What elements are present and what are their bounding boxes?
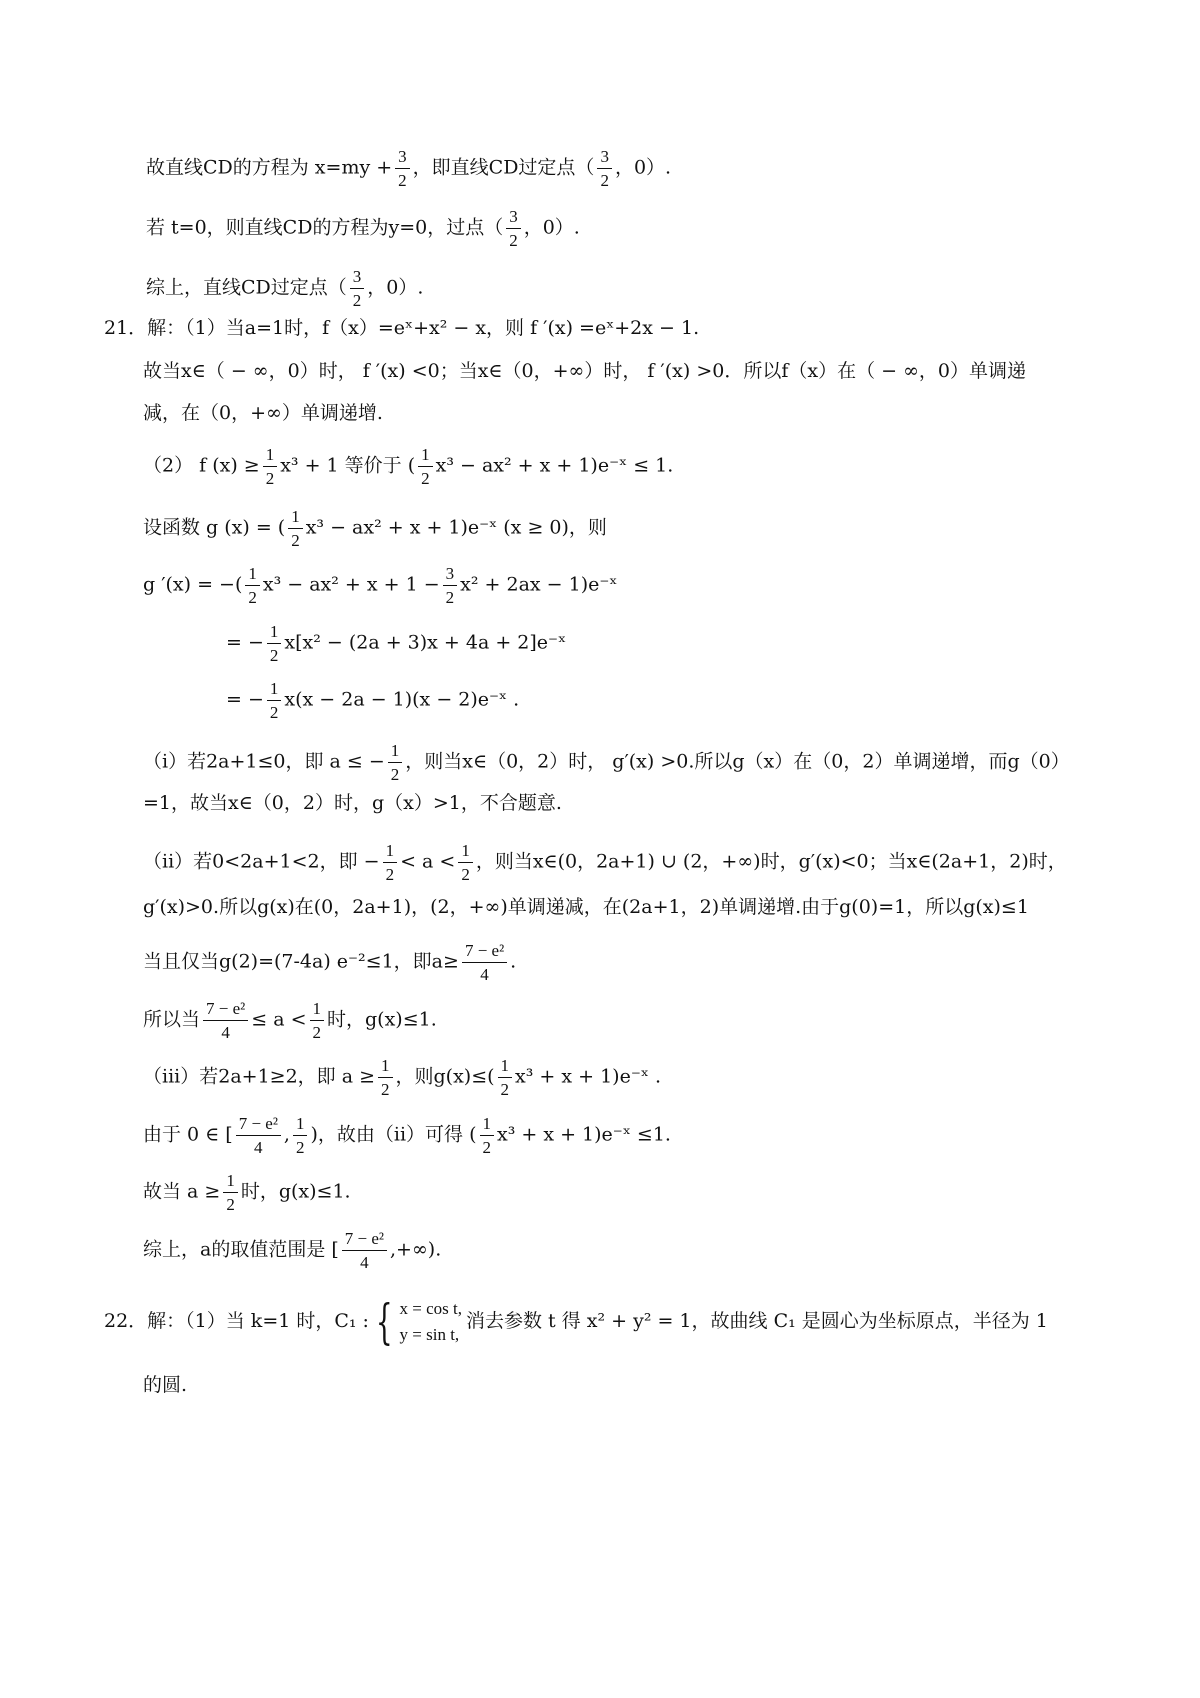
text-line bbox=[143, 565, 617, 606]
fraction bbox=[263, 446, 278, 487]
fraction bbox=[267, 623, 282, 664]
text-run: （iii）若2a+1≥2，即 a ≥ bbox=[143, 1065, 375, 1088]
text-run: 消去参数 t 得 x² + y² = 1，故曲线 C₁ 是圆心为坐标原点，半径为 1 bbox=[466, 1310, 1048, 1332]
equation-row: x = cos t, bbox=[399, 1299, 462, 1318]
denominator: 4 bbox=[254, 1138, 263, 1157]
text-run: ，0）. bbox=[523, 216, 580, 239]
text-run: ,+∞). bbox=[390, 1238, 442, 1261]
text-run: )，故由（ii）可得 ( bbox=[310, 1123, 477, 1146]
denominator: 2 bbox=[390, 765, 400, 784]
text-run: 若 t=0，则直线CD的方程为y=0，过点（ bbox=[146, 216, 504, 239]
fraction bbox=[350, 268, 365, 309]
denominator: 2 bbox=[291, 531, 300, 550]
text-run: < a < bbox=[400, 850, 456, 873]
numerator: 7 − e² bbox=[462, 942, 507, 963]
text-run: = − bbox=[226, 631, 264, 654]
text-line bbox=[143, 1000, 437, 1041]
denominator: 2 bbox=[381, 1080, 390, 1099]
text-run: 设函数 g (x) = ( bbox=[143, 516, 286, 539]
numerator: 1 bbox=[458, 842, 473, 863]
denominator: 2 bbox=[398, 171, 407, 190]
denominator: 2 bbox=[352, 291, 362, 310]
numerator: 3 bbox=[597, 148, 612, 169]
text-line bbox=[143, 404, 383, 423]
numerator: 3 bbox=[506, 208, 521, 229]
denominator: 2 bbox=[385, 865, 395, 884]
text-line bbox=[146, 148, 671, 189]
text-line bbox=[146, 268, 423, 309]
text-run: 综上，直线CD过定点（ bbox=[146, 276, 347, 299]
fraction bbox=[310, 1000, 325, 1041]
equation-row: y = sin t, bbox=[399, 1325, 460, 1344]
fraction bbox=[458, 842, 473, 883]
denominator: 4 bbox=[360, 1253, 369, 1272]
denominator: 2 bbox=[312, 1023, 321, 1042]
text-run: 减，在（0，+∞）单调递增. bbox=[143, 402, 383, 424]
text-line bbox=[143, 842, 1067, 883]
text-line bbox=[143, 898, 1029, 917]
text-run: 故直线CD的方程为 x=my + bbox=[146, 156, 393, 179]
denominator: 2 bbox=[295, 1138, 305, 1157]
numerator: 1 bbox=[480, 1115, 495, 1136]
text-run: x³ + x + 1)e⁻ˣ . bbox=[515, 1065, 661, 1088]
text-run: x³ − ax² + x + 1)e⁻ˣ ≤ 1. bbox=[435, 454, 674, 477]
text-run: 时，g(x)≤1. bbox=[240, 1180, 351, 1203]
numerator: 1 bbox=[245, 565, 260, 586]
equation-system bbox=[400, 1296, 462, 1348]
fraction bbox=[383, 842, 398, 883]
numerator: 7 − e² bbox=[236, 1115, 281, 1136]
numerator: 3 bbox=[443, 565, 458, 586]
text-run: ，即直线CD过定点（ bbox=[412, 156, 595, 179]
fraction bbox=[395, 148, 410, 189]
text-run: ，0）. bbox=[614, 156, 672, 179]
denominator: 2 bbox=[600, 171, 609, 190]
numerator: 1 bbox=[388, 742, 403, 763]
text-run: ≤ a < bbox=[251, 1008, 307, 1031]
fraction bbox=[288, 508, 303, 549]
text-run: , bbox=[283, 1123, 290, 1146]
denominator: 4 bbox=[221, 1023, 230, 1042]
left-brace: { bbox=[375, 1294, 393, 1350]
text-run: ，则当x∈(0，2a+1) ∪ (2，+∞)时，g′(x)<0；当x∈(2a+1，2)时， bbox=[475, 850, 1067, 873]
text-run: 故当x∈（ − ∞，0）时， f ′(x) <0；当x∈（0，+∞）时， f ′(x) >0．所以f（x）在（ − ∞，0）单调递 bbox=[143, 360, 1027, 382]
fraction bbox=[480, 1115, 495, 1156]
text-line bbox=[143, 794, 562, 813]
text-run: x³ − ax² + x + 1 − bbox=[262, 573, 440, 596]
numerator: 3 bbox=[395, 148, 410, 169]
text-run: x[x² − (2a + 3)x + 4a + 2]e⁻ˣ bbox=[284, 631, 567, 654]
text-line bbox=[104, 1296, 1048, 1348]
numerator: 1 bbox=[383, 842, 398, 863]
numerator: 3 bbox=[350, 268, 365, 289]
text-run: ，0）. bbox=[367, 276, 424, 299]
text-run: = − bbox=[226, 688, 264, 711]
numerator: 1 bbox=[498, 1057, 513, 1078]
fraction bbox=[418, 446, 433, 487]
fraction bbox=[223, 1172, 238, 1213]
fraction bbox=[498, 1057, 513, 1098]
text-run: （i）若2a+1≤0，即 a ≤ − bbox=[143, 750, 385, 773]
text-run: 22．解：（1）当 k=1 时，C₁ : bbox=[104, 1310, 369, 1332]
fraction bbox=[388, 742, 403, 783]
fraction bbox=[506, 208, 521, 249]
denominator: 2 bbox=[500, 1080, 510, 1099]
text-run: 21．解：（1）当a=1时，f（x）=eˣ+x² − x，则 f ′(x) =eˣ+2x − 1. bbox=[104, 317, 700, 339]
denominator: 2 bbox=[269, 646, 279, 665]
text-run: . bbox=[510, 950, 517, 973]
text-run: x(x − 2a − 1)(x − 2)e⁻ˣ . bbox=[284, 688, 520, 711]
numerator: 1 bbox=[418, 446, 433, 467]
text-run: 的圆. bbox=[143, 1374, 188, 1396]
numerator: 1 bbox=[288, 508, 303, 529]
fraction bbox=[203, 1000, 248, 1041]
text-line bbox=[143, 942, 516, 983]
fraction bbox=[267, 680, 282, 721]
text-line bbox=[143, 1230, 441, 1271]
text-run: ，则当x∈（0，2）时， g′(x) >0.所以g（x）在（0，2）单调递增，而g（0） bbox=[405, 750, 1070, 773]
numerator: 1 bbox=[310, 1000, 325, 1021]
denominator: 2 bbox=[445, 588, 455, 607]
text-run: 由于 0 ∈ [ bbox=[143, 1123, 233, 1146]
fraction bbox=[443, 565, 458, 606]
text-run: （2） f (x) ≥ bbox=[143, 454, 260, 477]
fraction bbox=[293, 1115, 308, 1156]
text-line bbox=[143, 508, 607, 549]
fraction bbox=[378, 1057, 393, 1098]
fraction bbox=[342, 1230, 387, 1271]
denominator: 2 bbox=[482, 1138, 491, 1157]
text-run: 综上，a的取值范围是 [ bbox=[143, 1238, 339, 1261]
fraction bbox=[236, 1115, 281, 1156]
numerator: 1 bbox=[263, 446, 278, 467]
text-line bbox=[143, 742, 1070, 783]
denominator: 4 bbox=[480, 965, 489, 984]
text-line bbox=[143, 1376, 187, 1395]
numerator: 1 bbox=[378, 1057, 393, 1078]
text-line bbox=[143, 362, 1026, 381]
text-run: x³ + x + 1)e⁻ˣ ≤1. bbox=[497, 1123, 671, 1146]
numerator: 1 bbox=[223, 1172, 238, 1193]
text-run: x² + 2ax − 1)e⁻ˣ bbox=[460, 573, 618, 596]
text-run: ，则g(x)≤( bbox=[395, 1065, 495, 1088]
numerator: 7 − e² bbox=[203, 1000, 248, 1021]
text-line bbox=[104, 319, 699, 338]
text-line bbox=[143, 1115, 671, 1156]
text-run: g ′(x) = −( bbox=[143, 573, 243, 596]
denominator: 2 bbox=[461, 865, 470, 884]
text-line bbox=[143, 1172, 351, 1213]
numerator: 1 bbox=[267, 680, 282, 701]
text-line bbox=[143, 1057, 661, 1098]
text-run: x³ − ax² + x + 1)e⁻ˣ (x ≥ 0)，则 bbox=[305, 516, 607, 539]
fraction bbox=[597, 148, 612, 189]
numerator: 1 bbox=[267, 623, 282, 644]
numerator: 1 bbox=[293, 1115, 308, 1136]
denominator: 2 bbox=[265, 469, 275, 488]
text-run: 时，g(x)≤1. bbox=[327, 1008, 437, 1031]
text-line bbox=[146, 208, 580, 249]
numerator: 7 − e² bbox=[342, 1230, 387, 1251]
text-run: g′(x)>0.所以g(x)在(0，2a+1)，(2，+∞)单调递减，在(2a+1，2)单调递增.由于g(0)=1，所以g(x)≤1 bbox=[143, 896, 1029, 918]
text-run: x³ + 1 等价于 ( bbox=[280, 454, 416, 477]
text-run: 当且仅当g(2)=(7-4a) e⁻²≤1，即a≥ bbox=[143, 950, 459, 973]
denominator: 2 bbox=[421, 469, 430, 488]
fraction bbox=[245, 565, 260, 606]
text-run: （ii）若0<2a+1<2，即 − bbox=[143, 850, 380, 873]
text-line bbox=[226, 623, 566, 664]
denominator: 2 bbox=[269, 703, 279, 722]
fraction bbox=[462, 942, 507, 983]
denominator: 2 bbox=[226, 1195, 235, 1214]
denominator: 2 bbox=[248, 588, 257, 607]
text-line bbox=[143, 446, 673, 487]
text-run: 故当 a ≥ bbox=[143, 1180, 221, 1203]
denominator: 2 bbox=[509, 231, 518, 250]
text-line bbox=[226, 680, 519, 721]
text-run: =1，故当x∈（0，2）时，g（x）>1，不合题意. bbox=[143, 792, 562, 814]
text-run: 所以当 bbox=[143, 1008, 201, 1031]
